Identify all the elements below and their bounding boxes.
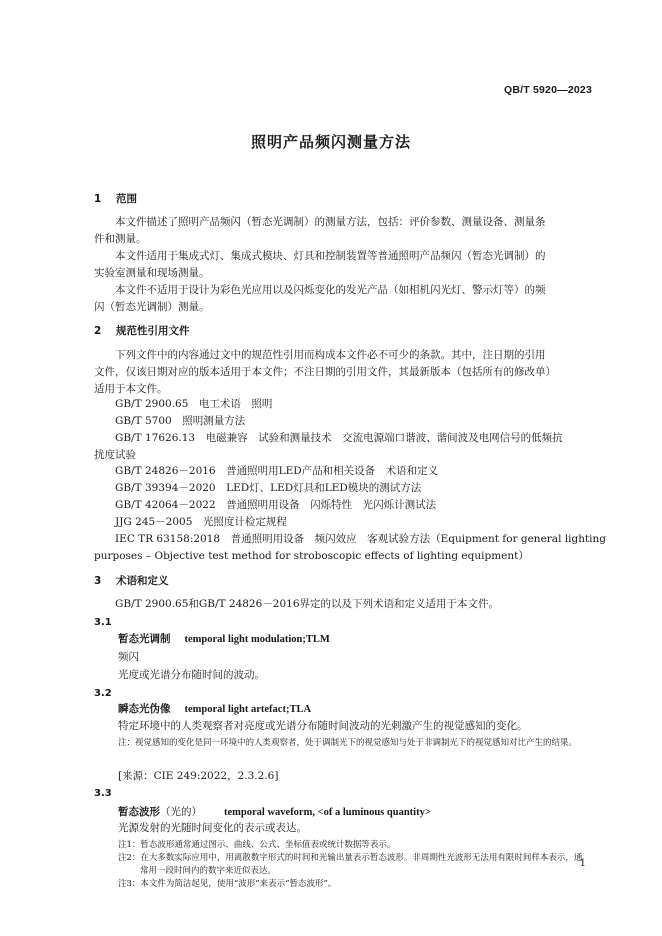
section-number: 3 [94,575,102,587]
paragraph-line: 本文件描述了照明产品频闪（暂态光调制）的测量方法，包括：评价参数、测量设备、测量条 [115,216,546,228]
section-number: 1 [94,193,102,205]
term-chinese: 暂态光调制 [118,633,171,645]
section-number: 2 [94,325,102,337]
paragraph-line: 下列文件中的内容通过文中的规范性引用而构成本文件必不可少的条款。其中，注日期的引用 [115,349,546,361]
note-text: 注2：在大多数实际应用中，用离散数字形式的时间和光输出量表示暂态波形。非周期性光波形无法用有限时间样本表示，通常用一段时间内的数字来近似表达。 [118,853,583,876]
reference-item: GB/T 39394－2020 LED灯、LED灯具和LED模块的测试方法 [115,482,422,494]
term-definition: 光度或光谱分布随时间的波动。 [118,669,265,681]
document-title: 照明产品频闪测量方法 [250,133,411,151]
paragraph-line: 本文件不适用于设计为彩色光应用以及闪烁变化的发光产品（如相机闪光灯、警示灯等）的频 [115,284,546,296]
reference-item: GB/T 2900.65 电工术语 照明 [115,398,273,410]
paragraph-line: 适用于本文件。 [94,383,168,395]
section-3-heading [94,573,169,588]
term-definition: 特定环境中的人类观察者对亮度或光谱分布随时间波动的光刺激产生的视觉感知的变化。 [118,720,528,732]
note-text: 注：视觉感知的变化是同一环境中的人类观察者，处于调制光下的视觉感知与处于非调制光下的视觉感知对比产生的结果。 [118,738,578,748]
clause-number: 3.1 [94,617,112,628]
term-chinese: 瞬态光伪像 [118,703,171,715]
section-2-heading [94,323,190,338]
reference-item: GB/T 17626.13 电磁兼容 试验和测量技术 交流电源端口谐波、谐间波及电网信号的低频抗 [115,432,563,444]
reference-item-continuation: purposes – Objective test method for stroboscopic effects of lighting equipment） [94,550,529,562]
term-english: temporal light modulation;TLM [184,634,330,645]
term-english: temporal waveform, <of a luminous quantity> [224,807,431,818]
note-text: 注3：本文件为简洁起见，使用“波形”来表示“暂态波形”。 [118,879,337,889]
standard-code: QB/T 5920—2023 [503,84,592,96]
term-english: temporal light artefact;TLA [184,704,312,715]
term-entry [118,804,431,819]
term-note [118,737,588,750]
reference-item: IEC TR 63158:2018 普通照明用设备 频闪效应 客观试验方法（Equipment for general lighting [115,533,607,545]
paragraph-line: 闪（暂态光调制）测量。 [94,301,210,313]
reference-item: GB/T 5700 照明测量方法 [115,415,246,427]
term-definition: 光源发射的光随时间变化的表示或表达。 [118,822,307,834]
paragraph-line: 文件，仅该日期对应的版本适用于本文件；不注日期的引用文件，其最新版本（包括所有的修改单） [94,366,556,378]
reference-item: GB/T 42064－2022 普通照明用设备 闪烁特性 光闪烁计测试法 [115,499,437,511]
term-notes [118,839,588,891]
term-entry [118,631,330,646]
reference-item-continuation: 扰度试验 [94,449,136,461]
section-title: 术语和定义 [116,575,169,587]
section-title: 规范性引用文件 [116,325,190,337]
term-source: [来源：CIE 249:2022，2.3.2.6] [118,770,279,782]
term-synonym: 频闪 [118,651,139,663]
clause-number: 3.3 [94,788,112,799]
paragraph-line: 实验室测量和现场测量。 [94,267,210,279]
term-qualifier: （光的） [160,806,202,818]
term-entry [118,701,311,716]
paragraph-line: 件和测量。 [94,233,147,245]
term-chinese: 暂态波形 [118,806,160,818]
note-text: 注1：暂态波形通常通过图示、曲线、公式、坐标值表或统计数据等表示。 [118,840,396,850]
section-title: 范围 [116,193,137,205]
paragraph-line: 本文件适用于集成式灯、集成式模块、灯具和控制装置等普通照明产品频闪（暂态光调制）的 [115,250,546,262]
reference-item: GB/T 24826－2016 普通照明用LED产品和相关设备 术语和定义 [115,465,439,477]
page-number: 1 [579,858,586,869]
clause-number: 3.2 [94,688,112,699]
paragraph-line: GB/T 2900.65和GB/T 24826－2016界定的以及下列术语和定义适用于本文件。 [115,598,500,610]
reference-item: JJG 245－2005 光照度计检定规程 [115,516,287,528]
section-1-heading [94,191,137,206]
